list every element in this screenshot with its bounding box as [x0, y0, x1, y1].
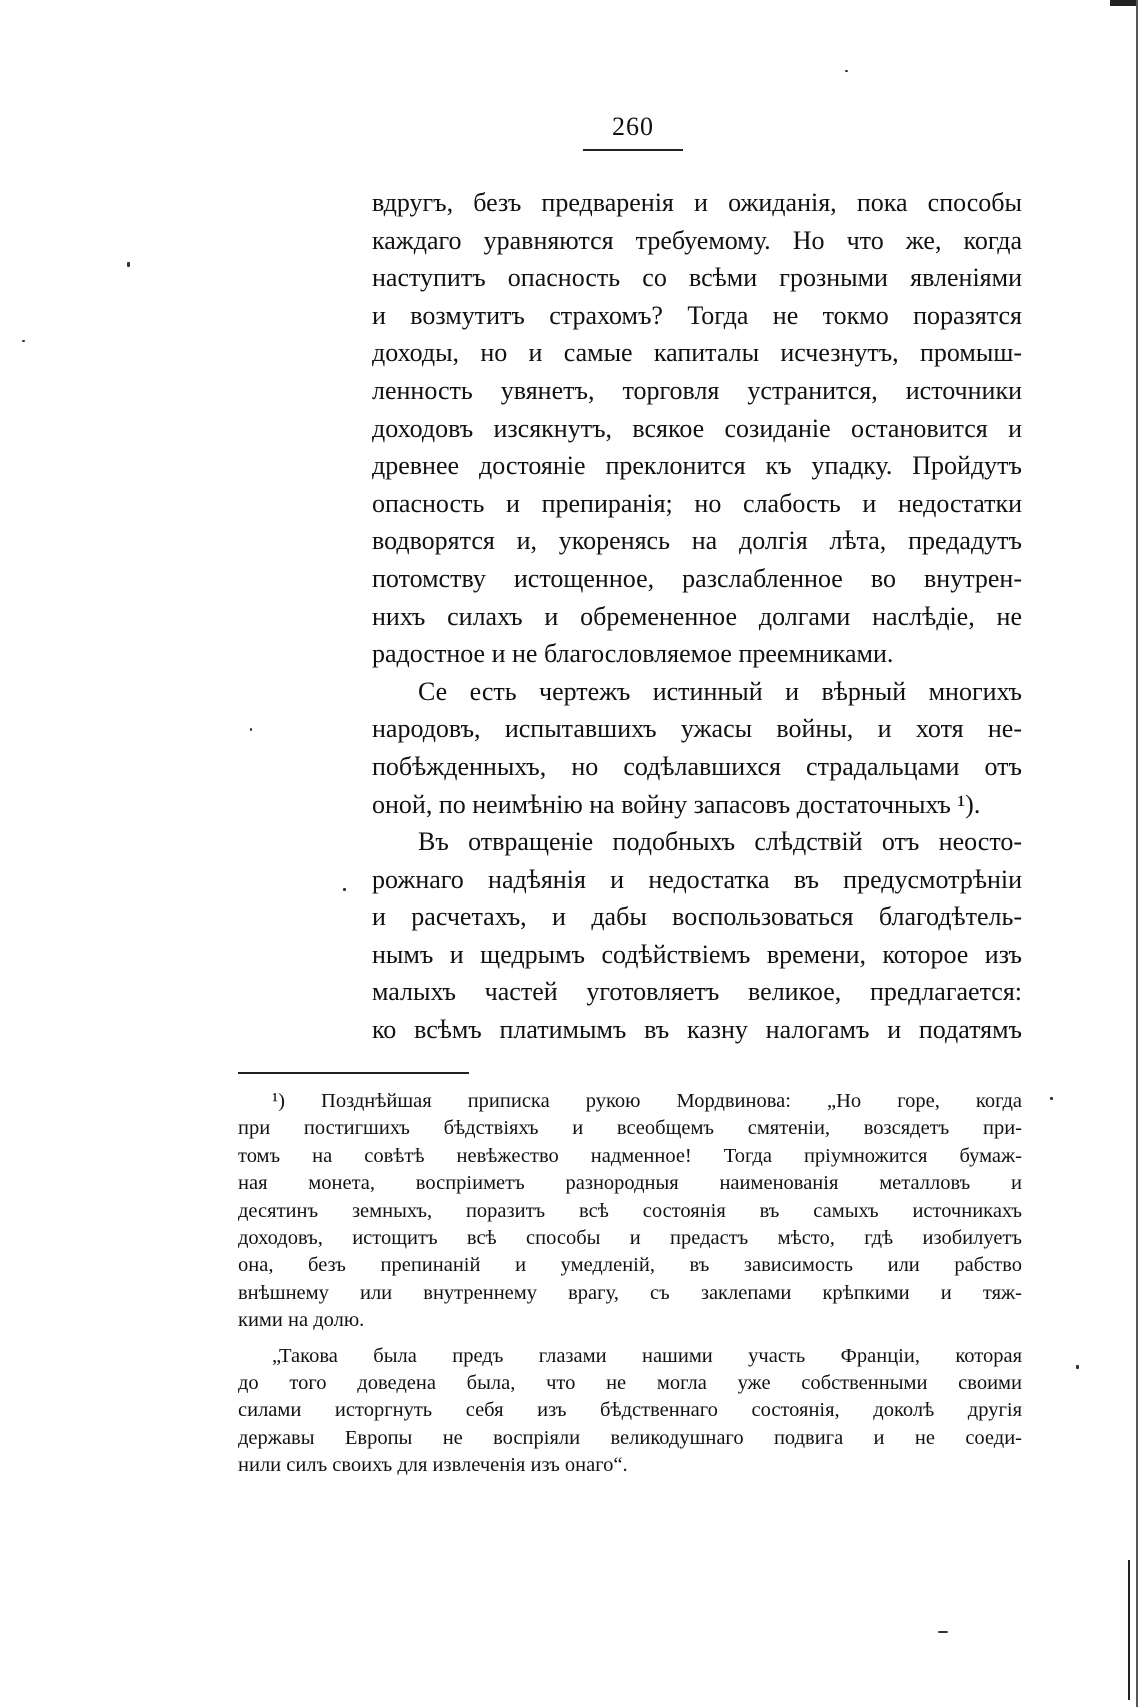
scan-speck — [1076, 1365, 1079, 1369]
scan-right-edge — [1136, 0, 1138, 1707]
text-line: рожнаго надѣянія и недостатка въ предусмотрѣніи — [372, 864, 1022, 894]
footnote-line: нили силъ своихъ для извлеченія изъ онаго“. — [238, 1454, 628, 1477]
text-line: доходовъ изсякнутъ, всякое созиданіе остановится и — [372, 413, 1022, 443]
footnote-block — [238, 1088, 1022, 1479]
scan-speck — [938, 1631, 948, 1633]
text-line: оной, по неимѣнію на войну запасовъ достаточныхъ ¹). — [372, 789, 981, 819]
footnote-line: томъ на совѣтѣ невѣжество надменное! Тогда пріумножится бумаж- — [238, 1144, 1022, 1167]
text-line: Се есть чертежъ истинный и вѣрный многихъ — [418, 676, 1022, 706]
text-line: водворятся и, укоренясь на долгія лѣта, предадутъ — [372, 526, 1022, 556]
scan-speck — [127, 262, 130, 267]
text-line: побѣжденныхъ, но содѣлавшихся страдальцами отъ — [372, 751, 1022, 781]
footnote-separator-extension — [297, 1072, 469, 1074]
text-line: радостное и не благословляемое преемниками. — [372, 639, 894, 669]
main-text-block — [372, 184, 1022, 1049]
page-number: 260 — [612, 112, 654, 141]
text-line: опасность и препиранія; но слабость и недостатки — [372, 488, 1022, 518]
scan-speck — [22, 340, 25, 342]
text-line: наступитъ опасность со всѣми грозными явленіями — [372, 263, 1022, 293]
scan-speck — [250, 728, 252, 731]
scan-speck — [1050, 1097, 1053, 1100]
footnote-line: кими на долю. — [238, 1309, 365, 1332]
text-line: нихъ силахъ и обремененное долгами наслѣдіе, не — [372, 601, 1022, 631]
footnote-line: она, безъ препинаній и умедленій, въ зависимость или рабство — [238, 1254, 1022, 1277]
text-line: и возмутитъ страхомъ? Тогда не токмо поразятся — [372, 300, 1022, 330]
footnote-paragraph-gap — [238, 1335, 1022, 1343]
footnote-line: десятинъ земныхъ, поразитъ всѣ состоянія въ самыхъ источникахъ — [238, 1199, 1022, 1222]
footnote-line: „Такова была предъ глазами нашими участь Франціи, которая — [272, 1344, 1022, 1367]
footnote-line: доходовъ, истощитъ всѣ способы и предастъ мѣсто, гдѣ изобилуетъ — [238, 1226, 1022, 1249]
text-line: нымъ и щедрымъ содѣйствіемъ времени, которое изъ — [372, 939, 1022, 969]
text-line: ко всѣмъ платимымъ въ казну налогамъ и податямъ — [372, 1015, 1022, 1045]
scan-speck — [343, 888, 346, 891]
text-line: древнее достояніе преклонится къ упадку. Пройдутъ — [372, 451, 1022, 481]
text-line: народовъ, испытавшихъ ужасы войны, и хотя не- — [372, 714, 1022, 744]
footnote-line: при постигшихъ бѣдствіяхъ и всеобщемъ смятеніи, возсядетъ при- — [238, 1117, 1022, 1140]
text-line: ленность увянетъ, торговля устранится, источники — [372, 375, 1022, 405]
text-line: вдругъ, безъ предваренія и ожиданія, пока способы — [372, 188, 1022, 217]
text-line: Въ отвращеніе подобныхъ слѣдствій отъ неосто- — [418, 827, 1022, 857]
footnote-line: силами исторгнуть себя изъ бѣдственнаго состоянія, доколѣ другія — [238, 1399, 1022, 1422]
footnote-line: ная монета, воспріиметъ разнородныя наименованія металловъ и — [238, 1172, 1022, 1195]
scan-speck — [845, 70, 848, 72]
scan-edge-mark — [1110, 0, 1136, 6]
footnote-line: до того доведена была, что не могла уже собственными своими — [238, 1371, 1022, 1394]
text-line: малыхъ частей уготовляетъ великое, предлагается: — [372, 977, 1022, 1007]
page-number-underline — [583, 149, 683, 151]
text-line: доходы, но и самые капиталы исчезнутъ, промыш- — [372, 338, 1022, 368]
text-line: и расчетахъ, и дабы воспользоваться благодѣтель- — [372, 902, 1022, 932]
footnote-line: ¹) Позднѣйшая приписка рукою Мордвинова: „Но горе, когда — [272, 1090, 1022, 1112]
text-line: каждаго уравняются требуемому. Но что же, когда — [372, 225, 1022, 255]
text-line: потомству истощенное, разслабленное во внутрен- — [372, 563, 1022, 593]
footnote-line: внѣшнему или внутреннему врагу, съ заклепами крѣпкими и тяж- — [238, 1281, 1022, 1304]
scan-edge-line — [1128, 1560, 1130, 1700]
footnote-line: державы Европы не воспріяли великодушнаго подвига и не соеди- — [238, 1426, 1022, 1449]
